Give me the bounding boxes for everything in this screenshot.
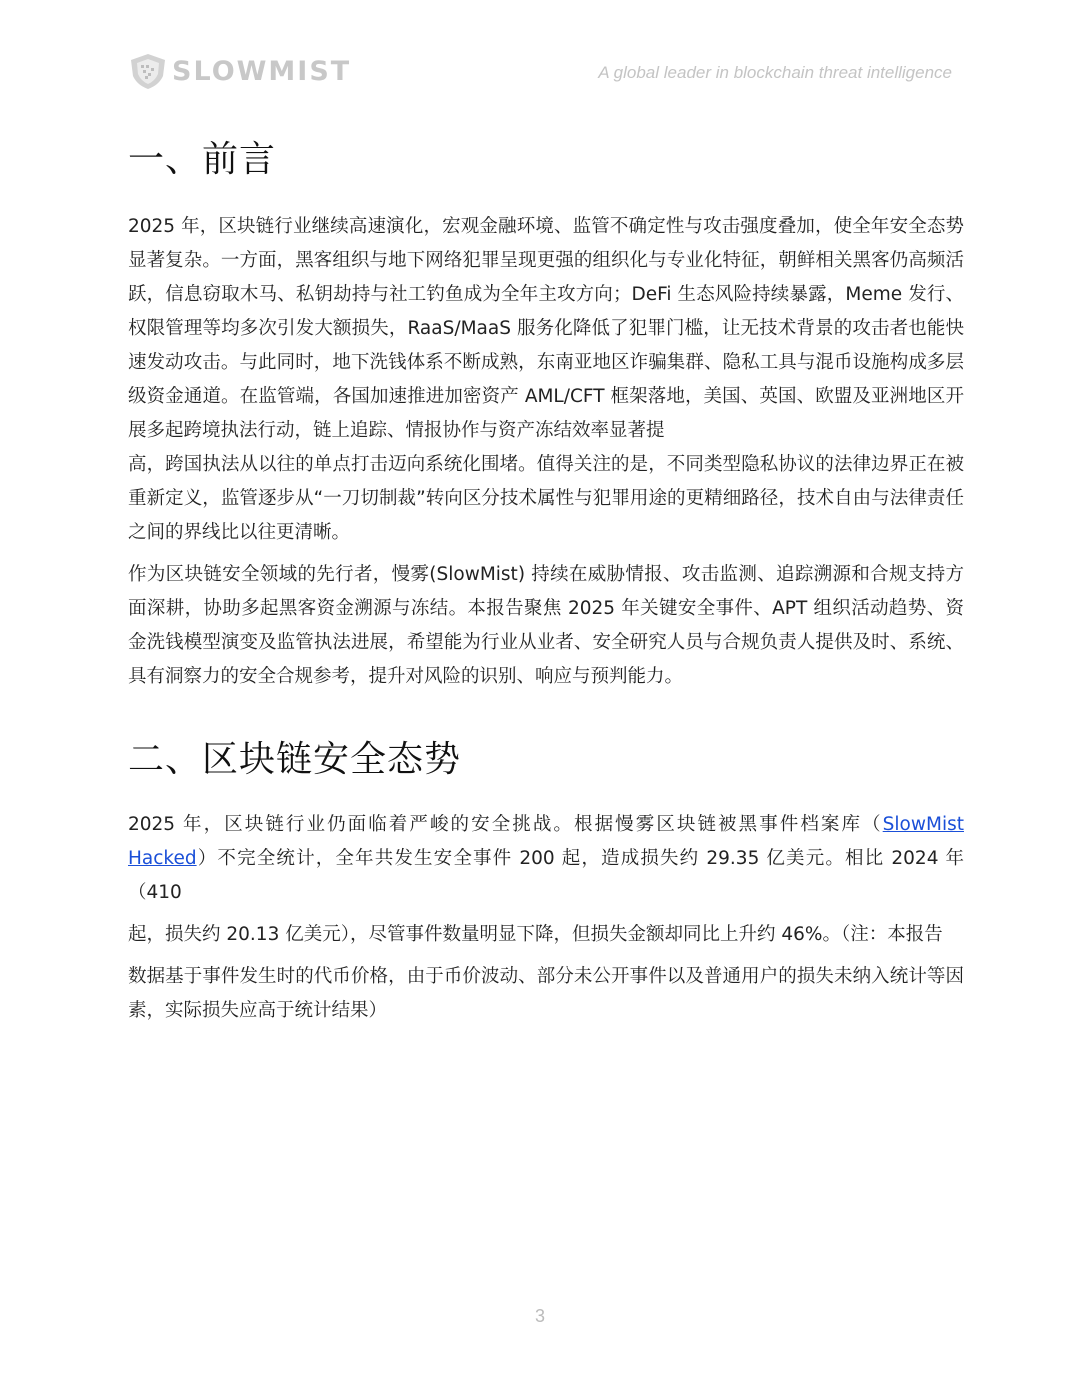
section1-paragraph1-part2: 高，跨国执法从以往的单点打击迈向系统化围堵。值得关注的是，不同类型隐私协议的法律边界正在被重新定义，监管逐步从“一刀切制裁”转向区分技术属性与犯罪用途的更精细路径，技术自由与法律责任之间的界线比以往更清晰。 [128,454,964,543]
page-number: 3 [534,1306,545,1326]
section1-paragraph1-part1: 2025 年，区块链行业继续高速演化，宏观金融环境、监管不确定性与攻击强度叠加，使全年安全态势显著复杂。一方面，黑客组织与地下网络犯罪呈现更强的组织化与专业化特征，朝鲜相关黑客仍高频活跃，信息窃取木马、私钥劫持与社工钓鱼成为全年主攻方向；DeFi 生态风险持续暴露，Meme 发行、权限管理等均多次引发大额损失，RaaS/MaaS 服务化降低了犯罪门槛，让无技术背景的攻击者也能快速发动攻击。与此同时，地下洗钱体系不断成熟，东南亚地区诈骗集群、隐私工具与混币设施构成多层级资金通道。在监管端，各国加速推进加密资产 AML/CFT 框架落地，美国、英国、欧盟及亚洲地区开展多起跨境执法行动，链上追踪、情报协作与资产冻结效率显著提 [128,216,964,441]
page-content [128,134,964,1036]
header-tagline: A global leader in blockchain threat intelligence [598,63,952,82]
section2-paragraph-b: 起，损失约 20.13 亿美元），尽管事件数量明显下降，但损失金额却同比上升约 46%。（注：本报告 [128,924,943,945]
section2-paragraph-c: 数据基于事件发生时的代币价格，由于币价波动、部分未公开事件以及普通用户的损失未纳入统计等因素，实际损失应高于统计结果） [128,966,964,1021]
section2-text-after-link: ）不完全统计，全年共发生安全事件 200 起，造成损失约 29.35 亿美元。相比 2024 年（410 [128,848,964,903]
section1-title: 一、前言 [128,139,277,180]
page-header [128,52,952,96]
logo-text: SLOWMIST [172,55,352,87]
slowmist-hacked-link[interactable]: SlowMist Hacked [128,814,964,869]
section2-text-before-link: 2025 年，区块链行业仍面临着严峻的安全挑战。根据慢雾区块链被黑事件档案库（ [128,814,883,835]
slowmist-logo [128,52,351,90]
section2-title: 二、区块链安全态势 [128,739,462,780]
section2-paragraph-a [128,808,964,910]
section1-paragraph1 [128,210,964,550]
shield-logo-icon [128,52,168,90]
section1-paragraph2: 作为区块链安全领域的先行者，慢雾(SlowMist) 持续在威胁情报、攻击监测、追踪溯源和合规支持方面深耕，协助多起黑客资金溯源与冻结。本报告聚焦 2025 年关键安全事件、APT 组织活动趋势、资金洗钱模型演变及监管执法进展，希望能为行业从业者、安全研究人员与合规负责人提供及时、系统、具有洞察力的安全合规参考，提升对风险的识别、响应与预判能力。 [128,564,964,687]
